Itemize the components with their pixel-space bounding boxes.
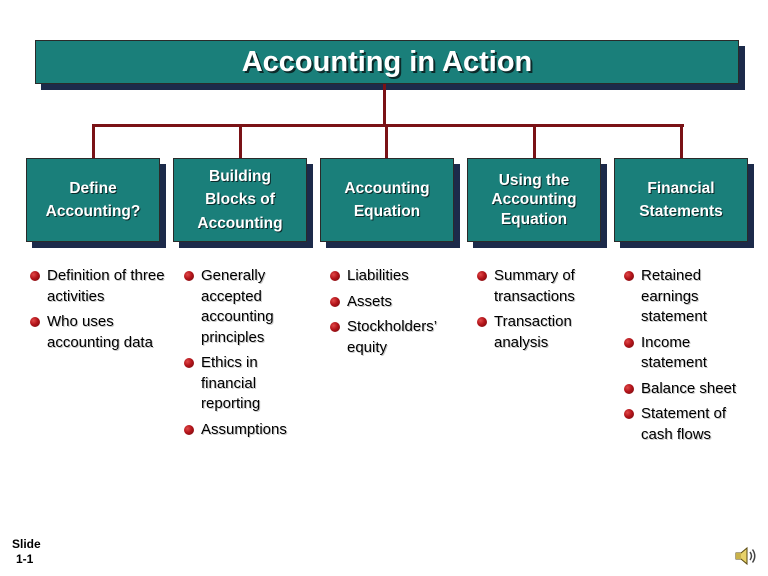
bullet-dot-icon	[184, 425, 194, 435]
list-item: Generally accepted accounting principles	[181, 266, 311, 348]
speaker-icon-graphic	[734, 545, 760, 567]
category-line: Accounting	[491, 191, 577, 209]
bullet-dot-icon	[184, 358, 194, 368]
category-line: Blocks of	[205, 191, 275, 209]
list-item: Income statement	[621, 333, 749, 374]
slide-number-label	[12, 537, 41, 567]
category-line: Accounting?	[45, 203, 141, 220]
list-item: Assumptions	[181, 420, 311, 441]
bullet-dot-icon	[30, 317, 40, 327]
bullet-dot-icon	[184, 271, 194, 281]
bullet-list-using-equation	[474, 266, 602, 358]
list-item: Definition of three activities	[27, 266, 167, 307]
category-line: Define	[69, 179, 117, 197]
category-box-define-accounting	[26, 158, 160, 242]
list-item: Summary of transactions	[474, 266, 602, 307]
title-box	[35, 40, 739, 84]
list-item: Stockholders’ equity	[327, 317, 459, 358]
connector-drop-1	[92, 124, 95, 158]
bullet-dot-icon	[330, 297, 340, 307]
connector-stem	[383, 84, 386, 126]
bullet-dot-icon	[477, 317, 487, 327]
speaker-icon[interactable]	[734, 545, 760, 567]
bullet-list-building-blocks	[181, 266, 311, 445]
bullet-list-define-accounting	[27, 266, 167, 358]
connector-drop-4	[533, 124, 536, 158]
connector-drop-2	[239, 124, 242, 158]
bullet-dot-icon	[477, 271, 487, 281]
category-line: Equation	[353, 203, 421, 220]
bullet-list-accounting-equation	[327, 266, 459, 363]
slide-number: 1-1	[16, 552, 34, 566]
bullet-dot-icon	[624, 409, 634, 419]
category-line: Accounting	[344, 179, 430, 197]
list-item: Retained earnings statement	[621, 266, 749, 328]
connector-crossbar	[92, 124, 684, 127]
category-line: Accounting	[197, 214, 283, 232]
category-line: Using the	[498, 171, 570, 189]
list-item: Balance sheet	[621, 379, 749, 400]
connector-drop-3	[385, 124, 388, 158]
list-item: Transaction analysis	[474, 312, 602, 353]
category-box-accounting-equation	[320, 158, 454, 242]
list-item: Who uses accounting data	[27, 312, 167, 353]
bullet-dot-icon	[624, 271, 634, 281]
list-item: Liabilities	[327, 266, 459, 287]
page-title: Accounting in Action	[241, 45, 533, 78]
list-item: Ethics in financial reporting	[181, 353, 311, 415]
bullet-dot-icon	[624, 338, 634, 348]
connector-drop-5	[680, 124, 683, 158]
slide-label-text: Slide	[12, 537, 41, 551]
category-line: Equation	[500, 210, 568, 228]
category-line: Building	[209, 168, 271, 186]
bullet-dot-icon	[330, 271, 340, 281]
category-line: Statements	[639, 203, 723, 220]
category-line: Financial	[647, 179, 715, 197]
category-box-using-equation	[467, 158, 601, 242]
bullet-dot-icon	[624, 384, 634, 394]
category-box-building-blocks	[173, 158, 307, 242]
list-item: Statement of cash flows	[621, 404, 749, 445]
bullet-dot-icon	[30, 271, 40, 281]
bullet-dot-icon	[330, 322, 340, 332]
category-box-financial-statements	[614, 158, 748, 242]
list-item: Assets	[327, 292, 459, 313]
bullet-list-financial-statements	[621, 266, 749, 450]
